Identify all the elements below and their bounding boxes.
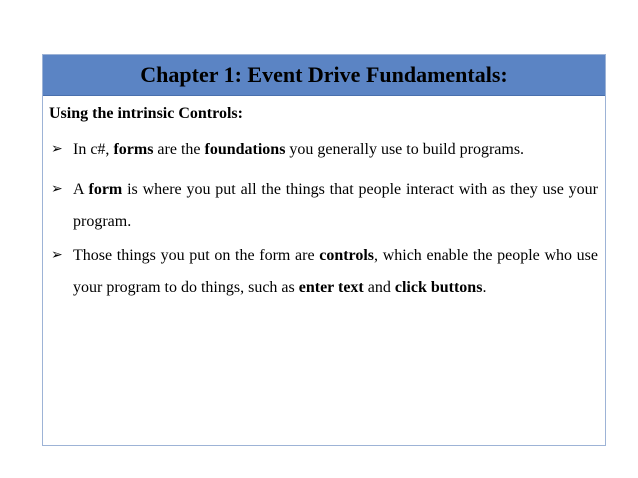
bullet-item (49, 240, 598, 304)
arrow-bullet-icon: ➢ (51, 142, 63, 157)
bold-segment: click buttons (394, 279, 483, 296)
text-segment: A (73, 181, 89, 198)
bold-segment: forms (113, 141, 154, 158)
bullet-item (49, 138, 598, 162)
bullet-text (73, 247, 598, 296)
bullet-text (73, 141, 524, 158)
text-segment: and (363, 279, 395, 296)
text-segment: is where you put all the things that people interact with as they use your program. (73, 181, 599, 230)
text-segment: . (482, 279, 487, 296)
slide-content (43, 96, 605, 304)
bold-segment: controls (319, 247, 375, 264)
text-segment: you generally use to build programs. (285, 141, 525, 158)
text-segment: are the (153, 141, 205, 158)
text-segment: , which enable the people who use your program to do things, such as (73, 247, 598, 296)
bullet-item (49, 174, 598, 238)
bold-segment: enter text (298, 279, 364, 296)
text-segment: Those things you put on the form are (73, 247, 320, 264)
bullet-text (73, 181, 598, 230)
page-title: Chapter 1: Event Drive Fundamentals: (140, 62, 508, 87)
arrow-bullet-icon: ➢ (51, 182, 63, 197)
text-segment: In c#, (73, 141, 114, 158)
bold-segment: foundations (204, 141, 286, 158)
title-bar (43, 55, 605, 96)
bold-segment: form (88, 181, 123, 198)
arrow-bullet-icon: ➢ (51, 248, 63, 263)
slide-frame (42, 54, 606, 446)
section-subheading: Using the intrinsic Controls: (49, 105, 243, 122)
